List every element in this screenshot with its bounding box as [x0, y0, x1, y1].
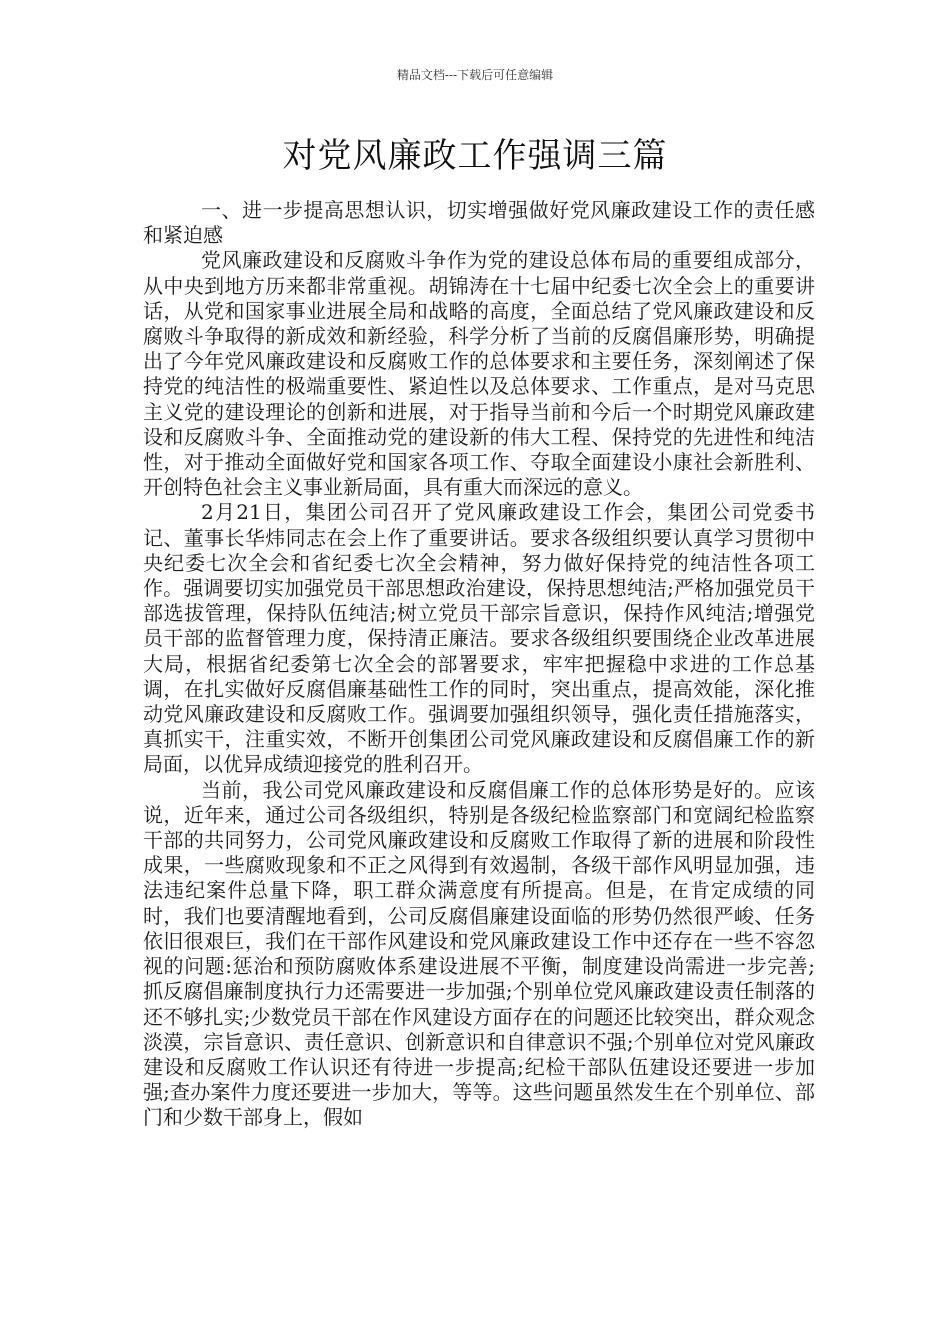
paragraph: 当前，我公司党风廉政建设和反腐倡廉工作的总体形势是好的。应该说，近年来，通过公司各级组织，特别是各级纪检监察部门和宽阔纪检监察干部的共同努力，公司党风廉政建设和反腐败工作取得了新的进展和阶段性成果，一些腐败现象和不正之风得到有效遏制，各级干部作风明显加强，违法违纪案件总量下降，职工群众满意度有所提高。但是，在肯定成绩的同时，我们也要清醒地看到，公司反腐倡廉建设面临的形势仍然很严峻、任务依旧很艰巨，我们在干部作风建设和党风廉政建设工作中还存在一些不容忽视的问题:惩治和预防腐败体系建设进展不平衡，制度建设尚需进一步完善;抓反腐倡廉制度执行力还需要进一步加强;个别单位党风廉政建设责任制落的还不够扎实;少数党员干部在作风建设方面存在的问题还比较突出，群众观念淡漠，宗旨意识、责任意识、创新意识和自律意识不强;个别单位对党风廉政建设和反腐败工作认识还有待进一步提高;纪检干部队伍建设还要进一步加强;查办案件力度还要进一步加大，等等。这些问题虽然发生在个别单位、部门和少数干部身上，假如	[143, 777, 815, 1130]
header-note: 精品文档---下载后可任意编辑	[396, 68, 554, 82]
paragraph: 党风廉政建设和反腐败斗争作为党的建设总体布局的重要组成部分，从中央到地方历来都非常重视。胡锦涛在十七届中纪委七次全会上的重要讲话，从党和国家事业进展全局和战略的高度，全面总结了党风廉政建设和反腐败斗争取得的新成效和新经验，科学分析了当前的反腐倡廉形势，明确提出了今年党风廉政建设和反腐败工作的总体要求和主要任务，深刻阐述了保持党的纯洁性的极端重要性、紧迫性以及总体要求、工作重点，是对马克思主义党的建设理论的创新和进展，对于指导当前和今后一个时期党风廉政建设和反腐败斗争、全面推动党的建设新的伟大工程、保持党的先进性和纯洁性，对于推动全面做好党和国家各项工作、夺取全面建设小康社会新胜利、开创特色社会主义事业新局面，具有重大而深远的意义。	[143, 248, 815, 500]
document-body	[143, 198, 815, 1131]
section-heading: 一、进一步提高思想认识，切实增强做好党风廉政建设工作的责任感和紧迫感	[143, 198, 815, 248]
document-title: 对党风廉政工作强调三篇	[282, 136, 668, 176]
paragraph: 2月21日，集团公司召开了党风廉政建设工作会，集团公司党委书记、董事长华炜同志在会上作了重要讲话。要求各级组织要认真学习贯彻中央纪委七次全会和省纪委七次全会精神，努力做好保持党的纯洁性各项工作。强调要切实加强党员干部思想政治建设，保持思想纯洁;严格加强党员干部选拔管理，保持队伍纯洁;树立党员干部宗旨意识，保持作风纯洁;增强党员干部的监督管理力度，保持清正廉洁。要求各级组织要围绕企业改革进展大局，根据省纪委第七次全会的部署要求，牢牢把握稳中求进的工作总基调，在扎实做好反腐倡廉基础性工作的同时，突出重点，提高效能，深化推动党风廉政建设和反腐败工作。强调要加强组织领导，强化责任措施落实，真抓实干，注重实效，不断开创集团公司党风廉政建设和反腐倡廉工作的新局面，以优异成绩迎接党的胜利召开。	[143, 500, 815, 777]
